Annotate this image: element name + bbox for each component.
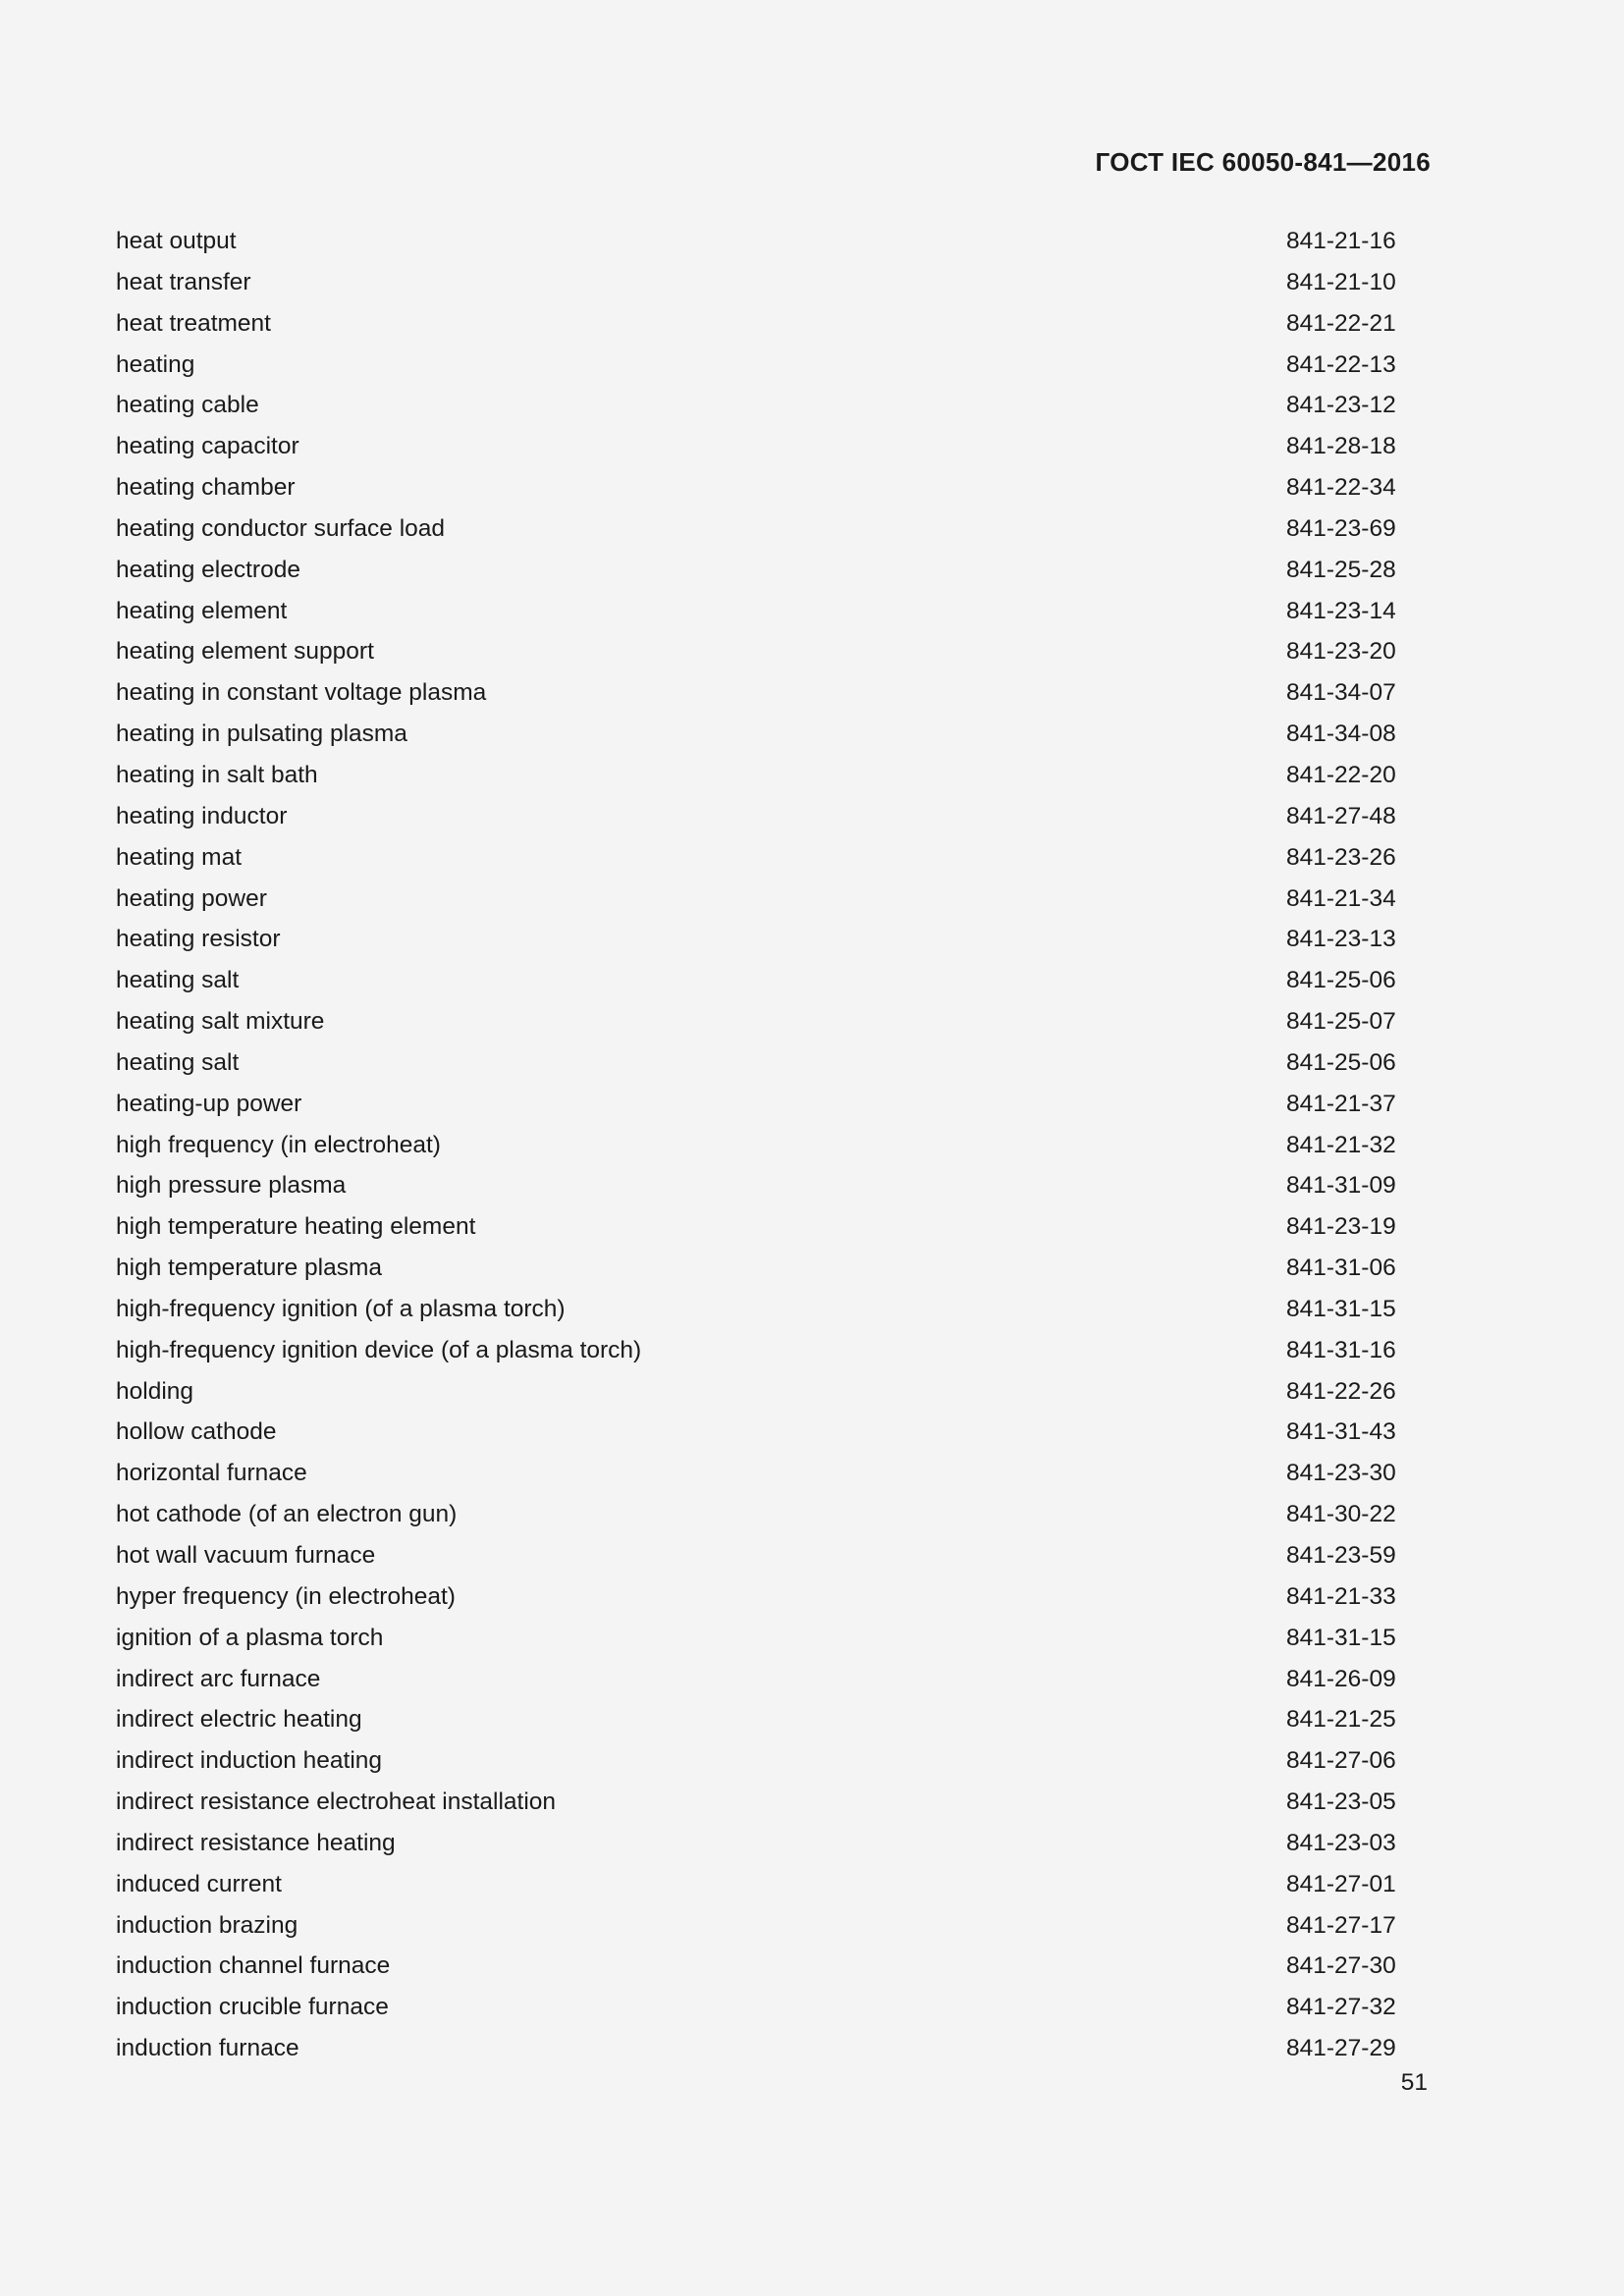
index-entry [116, 426, 1398, 467]
index-term: heating power [116, 884, 267, 912]
index-term: heating capacitor [116, 433, 299, 460]
index-entry [116, 591, 1398, 632]
index-entry [116, 550, 1398, 591]
index-code: 841-23-12 [1286, 392, 1396, 419]
index-code: 841-21-34 [1286, 884, 1396, 912]
index-list [116, 221, 1398, 2069]
index-term: heating resistor [116, 926, 281, 953]
index-code: 841-23-14 [1286, 597, 1396, 624]
index-term: heating element [116, 597, 288, 624]
index-term: induction channel furnace [116, 1952, 391, 1980]
index-entry [116, 1001, 1398, 1042]
index-entry [116, 345, 1398, 386]
index-entry [116, 1946, 1398, 1987]
index-entry [116, 919, 1398, 960]
index-entry [116, 1905, 1398, 1947]
index-term: heat output [116, 228, 237, 254]
index-entry [116, 1371, 1398, 1413]
index-code: 841-23-30 [1286, 1460, 1396, 1487]
index-term: hot wall vacuum furnace [116, 1542, 376, 1569]
index-entry [116, 1740, 1398, 1782]
index-entry [116, 1823, 1398, 1864]
index-term: heating salt [116, 1048, 240, 1076]
index-term: heat treatment [116, 309, 271, 337]
index-term: indirect electric heating [116, 1706, 362, 1734]
index-entry [116, 1864, 1398, 1905]
index-term: heating cable [116, 392, 259, 419]
index-entry [116, 672, 1398, 714]
index-code: 841-23-69 [1286, 514, 1396, 542]
index-term: indirect resistance electroheat installation [116, 1789, 557, 1816]
index-code: 841-27-29 [1286, 2035, 1396, 2062]
index-term: heating-up power [116, 1090, 302, 1117]
index-term: heating electrode [116, 556, 300, 583]
index-entry [116, 1535, 1398, 1576]
index-code: 841-34-08 [1286, 721, 1396, 748]
index-code: 841-21-32 [1286, 1131, 1396, 1158]
index-term: high-frequency ignition (of a plasma torch) [116, 1295, 566, 1322]
index-term: hot cathode (of an electron gun) [116, 1501, 458, 1528]
index-code: 841-21-10 [1286, 268, 1396, 295]
index-entry [116, 1699, 1398, 1740]
index-code: 841-21-25 [1286, 1706, 1396, 1734]
index-entry [116, 1412, 1398, 1453]
index-entry [116, 508, 1398, 550]
index-term: heating salt mixture [116, 1008, 325, 1036]
index-code: 841-34-07 [1286, 679, 1396, 707]
index-code: 841-31-15 [1286, 1624, 1396, 1651]
index-entry [116, 1659, 1398, 1700]
index-code: 841-22-20 [1286, 761, 1396, 788]
index-entry [116, 796, 1398, 837]
index-code: 841-28-18 [1286, 433, 1396, 460]
index-entry [116, 837, 1398, 879]
index-term: hyper frequency (in electroheat) [116, 1582, 456, 1610]
index-term: heating in salt bath [116, 761, 318, 788]
index-entry [116, 714, 1398, 755]
index-term: heating element support [116, 638, 374, 666]
index-term: induced current [116, 1870, 282, 1897]
index-code: 841-22-13 [1286, 350, 1396, 378]
index-entry [116, 879, 1398, 920]
index-term: high temperature heating element [116, 1213, 476, 1241]
index-term: induction crucible furnace [116, 1994, 389, 2021]
index-code: 841-23-03 [1286, 1829, 1396, 1856]
index-entry [116, 1987, 1398, 2028]
index-entry [116, 262, 1398, 303]
index-entry [116, 1165, 1398, 1206]
index-code: 841-23-05 [1286, 1789, 1396, 1816]
index-code: 841-25-07 [1286, 1008, 1396, 1036]
index-term: ignition of a plasma torch [116, 1624, 384, 1651]
index-code: 841-23-26 [1286, 843, 1396, 871]
index-entry [116, 1125, 1398, 1166]
index-code: 841-22-34 [1286, 474, 1396, 502]
index-term: heating inductor [116, 802, 288, 829]
index-code: 841-21-16 [1286, 228, 1396, 254]
index-term: heating mat [116, 843, 243, 871]
page-number: 51 [1400, 2069, 1428, 2096]
document-header: ГОСТ IEC 60050-841—2016 [1095, 147, 1431, 177]
index-code: 841-31-06 [1286, 1255, 1396, 1282]
index-term: induction brazing [116, 1911, 298, 1939]
index-code: 841-22-26 [1286, 1377, 1396, 1405]
index-code: 841-27-06 [1286, 1747, 1396, 1775]
index-code: 841-31-15 [1286, 1295, 1396, 1322]
index-code: 841-27-01 [1286, 1870, 1396, 1897]
index-term: hollow cathode [116, 1418, 277, 1446]
index-entry [116, 221, 1398, 262]
index-entry [116, 1206, 1398, 1248]
index-term: horizontal furnace [116, 1460, 307, 1487]
index-term: holding [116, 1377, 194, 1405]
index-entry [116, 2028, 1398, 2069]
index-code: 841-23-19 [1286, 1213, 1396, 1241]
index-entry [116, 303, 1398, 345]
index-entry [116, 1289, 1398, 1330]
index-code: 841-26-09 [1286, 1665, 1396, 1692]
index-code: 841-25-28 [1286, 556, 1396, 583]
index-entry [116, 755, 1398, 796]
index-code: 841-22-21 [1286, 309, 1396, 337]
index-term: induction furnace [116, 2035, 299, 2062]
index-entry [116, 1330, 1398, 1371]
index-entry [116, 960, 1398, 1001]
index-term: high temperature plasma [116, 1255, 383, 1282]
index-entry [116, 1084, 1398, 1125]
index-entry [116, 1494, 1398, 1535]
index-entry [116, 1042, 1398, 1084]
index-term: indirect resistance heating [116, 1829, 396, 1856]
index-code: 841-27-17 [1286, 1911, 1396, 1939]
index-code: 841-27-30 [1286, 1952, 1396, 1980]
index-code: 841-31-09 [1286, 1172, 1396, 1200]
index-entry [116, 1248, 1398, 1289]
index-term: high-frequency ignition device (of a plasma torch) [116, 1336, 642, 1363]
index-code: 841-21-37 [1286, 1090, 1396, 1117]
index-term: heating salt [116, 967, 240, 994]
index-code: 841-30-22 [1286, 1501, 1396, 1528]
index-code: 841-31-43 [1286, 1418, 1396, 1446]
index-entry [116, 631, 1398, 672]
index-term: high pressure plasma [116, 1172, 347, 1200]
index-entry [116, 385, 1398, 426]
index-entry [116, 1618, 1398, 1659]
index-term: indirect arc furnace [116, 1665, 321, 1692]
index-code: 841-21-33 [1286, 1582, 1396, 1610]
index-code: 841-31-16 [1286, 1336, 1396, 1363]
index-term: heating in pulsating plasma [116, 721, 407, 748]
index-term: heating conductor surface load [116, 514, 446, 542]
index-term: heating [116, 350, 195, 378]
index-code: 841-23-59 [1286, 1542, 1396, 1569]
index-term: high frequency (in electroheat) [116, 1131, 441, 1158]
index-code: 841-27-48 [1286, 802, 1396, 829]
index-code: 841-25-06 [1286, 1048, 1396, 1076]
index-entry [116, 1782, 1398, 1823]
index-code: 841-23-13 [1286, 926, 1396, 953]
index-entry [116, 1576, 1398, 1618]
index-code: 841-27-32 [1286, 1994, 1396, 2021]
index-code: 841-25-06 [1286, 967, 1396, 994]
index-entry [116, 467, 1398, 508]
index-term: heating in constant voltage plasma [116, 679, 487, 707]
index-entry [116, 1453, 1398, 1494]
index-code: 841-23-20 [1286, 638, 1396, 666]
index-term: indirect induction heating [116, 1747, 383, 1775]
index-term: heating chamber [116, 474, 296, 502]
index-term: heat transfer [116, 268, 251, 295]
